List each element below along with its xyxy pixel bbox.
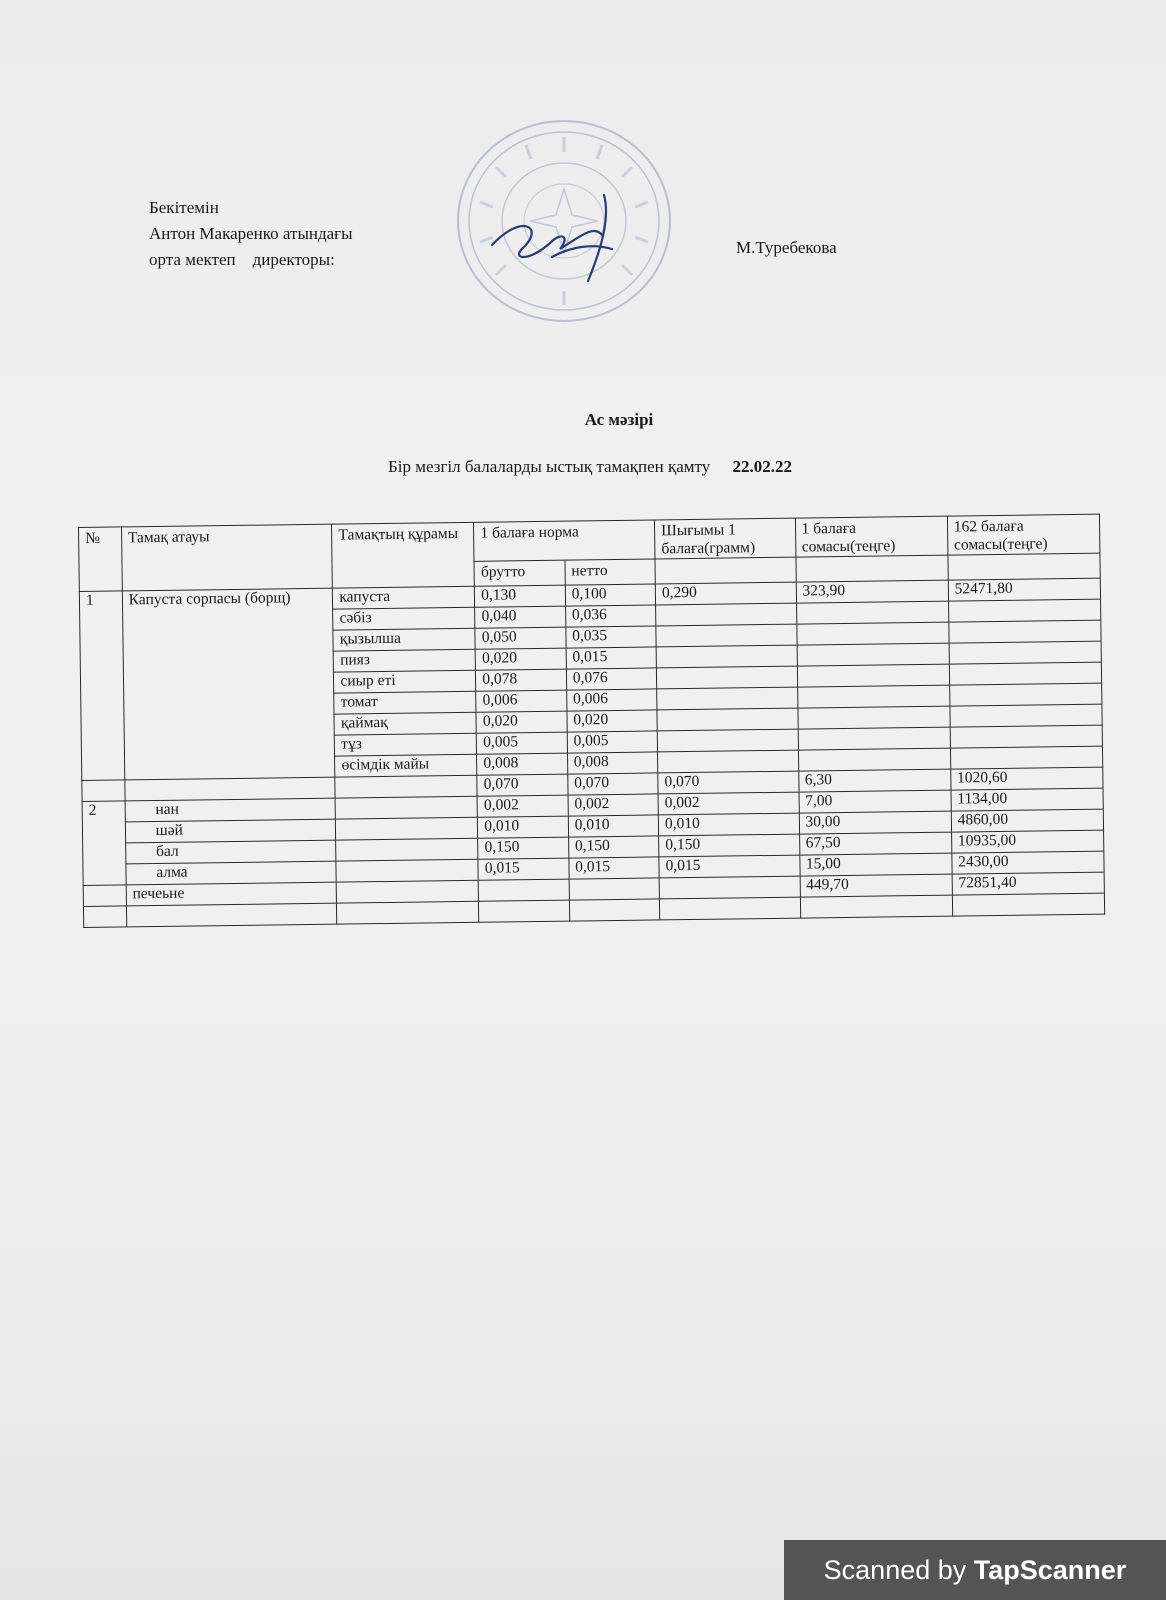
ingredient-name: сиыр еті bbox=[334, 670, 476, 693]
empty-cell bbox=[83, 885, 126, 907]
dish2-no: 2 bbox=[82, 801, 126, 886]
empty-cell bbox=[657, 708, 798, 731]
ingredient-netto: 0,020 bbox=[567, 710, 658, 732]
empty-cell bbox=[656, 624, 797, 647]
empty-cell bbox=[798, 727, 950, 750]
empty-cell bbox=[336, 859, 478, 882]
ingredient-brutto: 0,008 bbox=[477, 753, 568, 775]
document-subtitle bbox=[388, 457, 792, 477]
empty-cell bbox=[82, 780, 125, 802]
ingredient-name: пияз bbox=[334, 649, 476, 672]
item-sum-all: 1134,00 bbox=[951, 788, 1104, 811]
empty-cell bbox=[336, 817, 478, 840]
item-netto: 0,002 bbox=[568, 794, 659, 816]
item-sum-all: 10935,00 bbox=[951, 830, 1104, 853]
dish1-sum-all: 52471,80 bbox=[948, 578, 1101, 601]
header-no: № bbox=[79, 527, 123, 592]
ingredient-name: тұз bbox=[335, 733, 477, 756]
approval-block bbox=[149, 195, 353, 273]
empty-cell bbox=[797, 643, 949, 666]
item-output: 0,015 bbox=[659, 855, 800, 878]
empty-cell bbox=[952, 893, 1105, 916]
empty-cell bbox=[478, 879, 569, 901]
empty-cell bbox=[949, 620, 1102, 643]
dish1-name: Капуста сорпасы (борщ) bbox=[122, 588, 335, 780]
ingredient-brutto: 0,130 bbox=[475, 585, 566, 607]
empty-cell bbox=[656, 645, 797, 668]
empty-cell bbox=[83, 906, 126, 928]
empty-cell bbox=[657, 687, 798, 710]
dish1-sum-one: 323,90 bbox=[796, 580, 948, 603]
empty-cell bbox=[335, 796, 477, 819]
item-sum-all: 4860,00 bbox=[951, 809, 1104, 832]
empty-cell bbox=[479, 900, 570, 922]
total-sum-all: 72851,40 bbox=[952, 872, 1105, 895]
ingredient-name: қызылша bbox=[333, 628, 475, 651]
total-sum-one: 449,70 bbox=[800, 874, 952, 897]
menu-table bbox=[78, 514, 1105, 928]
empty-cell bbox=[795, 555, 948, 582]
empty-cell bbox=[948, 599, 1101, 622]
watermark-prefix: Scanned by bbox=[823, 1555, 974, 1585]
item-brutto: 0,010 bbox=[478, 816, 569, 838]
item-name: нан bbox=[125, 798, 336, 822]
empty-cell bbox=[797, 685, 949, 708]
empty-cell bbox=[337, 901, 479, 924]
subtitle-text: Бір мезгіл балаларды ыстық тамақпен қамту bbox=[388, 457, 711, 476]
empty-cell bbox=[949, 641, 1102, 664]
ingredient-brutto: 0,050 bbox=[475, 627, 566, 649]
header-sum-one: 1 балаға сомасы(теңге) bbox=[795, 516, 948, 557]
item-brutto: 0,015 bbox=[478, 858, 569, 880]
empty-cell bbox=[569, 899, 660, 921]
tapscanner-watermark bbox=[784, 1540, 1166, 1600]
ingredient-brutto: 0,020 bbox=[475, 648, 566, 670]
ingredient-netto: 0,008 bbox=[567, 752, 658, 774]
school-stamp-with-signature bbox=[452, 117, 672, 327]
ingredient-netto: 0,006 bbox=[566, 689, 657, 711]
item-name: алма bbox=[126, 861, 337, 885]
empty-cell bbox=[797, 706, 949, 729]
empty-cell bbox=[949, 662, 1102, 685]
empty-cell bbox=[337, 880, 479, 903]
last-item-name: печеьне bbox=[126, 882, 337, 906]
empty-cell bbox=[796, 601, 948, 624]
watermark-brand: TapScanner bbox=[973, 1555, 1127, 1585]
subtitle-date: 22.02.22 bbox=[732, 457, 793, 476]
item-brutto: 0,150 bbox=[478, 837, 569, 859]
ingredient-netto: 0,100 bbox=[565, 584, 656, 606]
empty-cell bbox=[126, 903, 337, 927]
header-norm: 1 балаға норма bbox=[474, 520, 655, 561]
document-title: Ас мәзірі bbox=[584, 410, 654, 429]
empty-cell bbox=[656, 666, 797, 689]
empty-cell bbox=[659, 897, 800, 920]
header-composition: Тамақтың құрамы bbox=[332, 522, 475, 588]
empty-cell bbox=[798, 748, 950, 771]
item-sum-one: 7,00 bbox=[799, 790, 951, 813]
empty-cell bbox=[950, 746, 1103, 769]
header-sum-all: 162 балаға сомасы(теңге) bbox=[947, 514, 1100, 555]
ingredient-name: томат bbox=[334, 691, 476, 714]
ingredient-netto: 0,035 bbox=[566, 626, 657, 648]
item-output: 0,150 bbox=[659, 834, 800, 857]
ingredient-brutto: 0,005 bbox=[477, 732, 568, 754]
item-netto: 0,015 bbox=[569, 857, 660, 879]
approval-line-1: Бекітемін bbox=[149, 198, 219, 217]
ingredient-brutto: 0,040 bbox=[475, 606, 566, 628]
dish1-output: 0,290 bbox=[655, 582, 796, 605]
item-brutto: 0,002 bbox=[477, 795, 568, 817]
approval-line-2: Антон Макаренко атындағы bbox=[149, 224, 353, 243]
empty-cell bbox=[659, 876, 800, 899]
empty-cell bbox=[655, 557, 796, 584]
empty-cell bbox=[335, 775, 477, 798]
director-name: М.Туребекова bbox=[736, 238, 837, 257]
header-output: Шығымы 1 балаға(грамм) bbox=[655, 518, 796, 559]
empty-cell bbox=[800, 895, 952, 918]
empty-cell bbox=[657, 729, 798, 752]
header-name: Тамақ атауы bbox=[121, 524, 332, 591]
ingredient-name: қаймақ bbox=[334, 712, 476, 735]
approval-line-3: орта мектеп директоры: bbox=[149, 250, 335, 269]
item-output: 0,010 bbox=[658, 813, 799, 836]
header-brutto: брутто bbox=[474, 560, 565, 586]
item-netto: 0,150 bbox=[568, 836, 659, 858]
item-output: 0,002 bbox=[658, 792, 799, 815]
ingredient-name: өсімдік майы bbox=[335, 754, 477, 777]
item-sum-one: 30,00 bbox=[799, 811, 951, 834]
extra-sum-one: 6,30 bbox=[798, 769, 950, 792]
dish1-no: 1 bbox=[79, 591, 124, 781]
extra-sum-all: 1020,60 bbox=[950, 767, 1103, 790]
empty-cell bbox=[950, 704, 1103, 727]
ingredient-netto: 0,076 bbox=[566, 668, 657, 690]
empty-cell bbox=[796, 622, 948, 645]
ingredient-netto: 0,036 bbox=[565, 605, 656, 627]
empty-cell bbox=[656, 603, 797, 626]
ingredient-netto: 0,015 bbox=[566, 647, 657, 669]
ingredient-brutto: 0,078 bbox=[476, 669, 567, 691]
empty-cell bbox=[797, 664, 949, 687]
empty-cell bbox=[569, 878, 660, 900]
item-netto: 0,010 bbox=[568, 815, 659, 837]
extra-brutto: 0,070 bbox=[477, 774, 568, 796]
ingredient-netto: 0,005 bbox=[567, 731, 658, 753]
ingredient-brutto: 0,020 bbox=[476, 711, 567, 733]
empty-cell bbox=[336, 838, 478, 861]
extra-output: 0,070 bbox=[658, 771, 799, 794]
empty-cell bbox=[949, 683, 1102, 706]
empty-cell bbox=[658, 750, 799, 773]
item-sum-one: 15,00 bbox=[799, 853, 951, 876]
item-sum-one: 67,50 bbox=[799, 832, 951, 855]
ingredient-brutto: 0,006 bbox=[476, 690, 567, 712]
item-name: бал bbox=[125, 840, 336, 864]
empty-cell bbox=[948, 553, 1101, 580]
item-sum-all: 2430,00 bbox=[952, 851, 1105, 874]
extra-netto: 0,070 bbox=[568, 773, 659, 795]
item-name: шәй bbox=[125, 819, 336, 843]
empty-cell bbox=[950, 725, 1103, 748]
empty-cell bbox=[125, 777, 336, 801]
header-netto: нетто bbox=[565, 559, 656, 585]
ingredient-name: сәбіз bbox=[333, 607, 475, 630]
ingredient-name: капуста bbox=[333, 586, 475, 609]
